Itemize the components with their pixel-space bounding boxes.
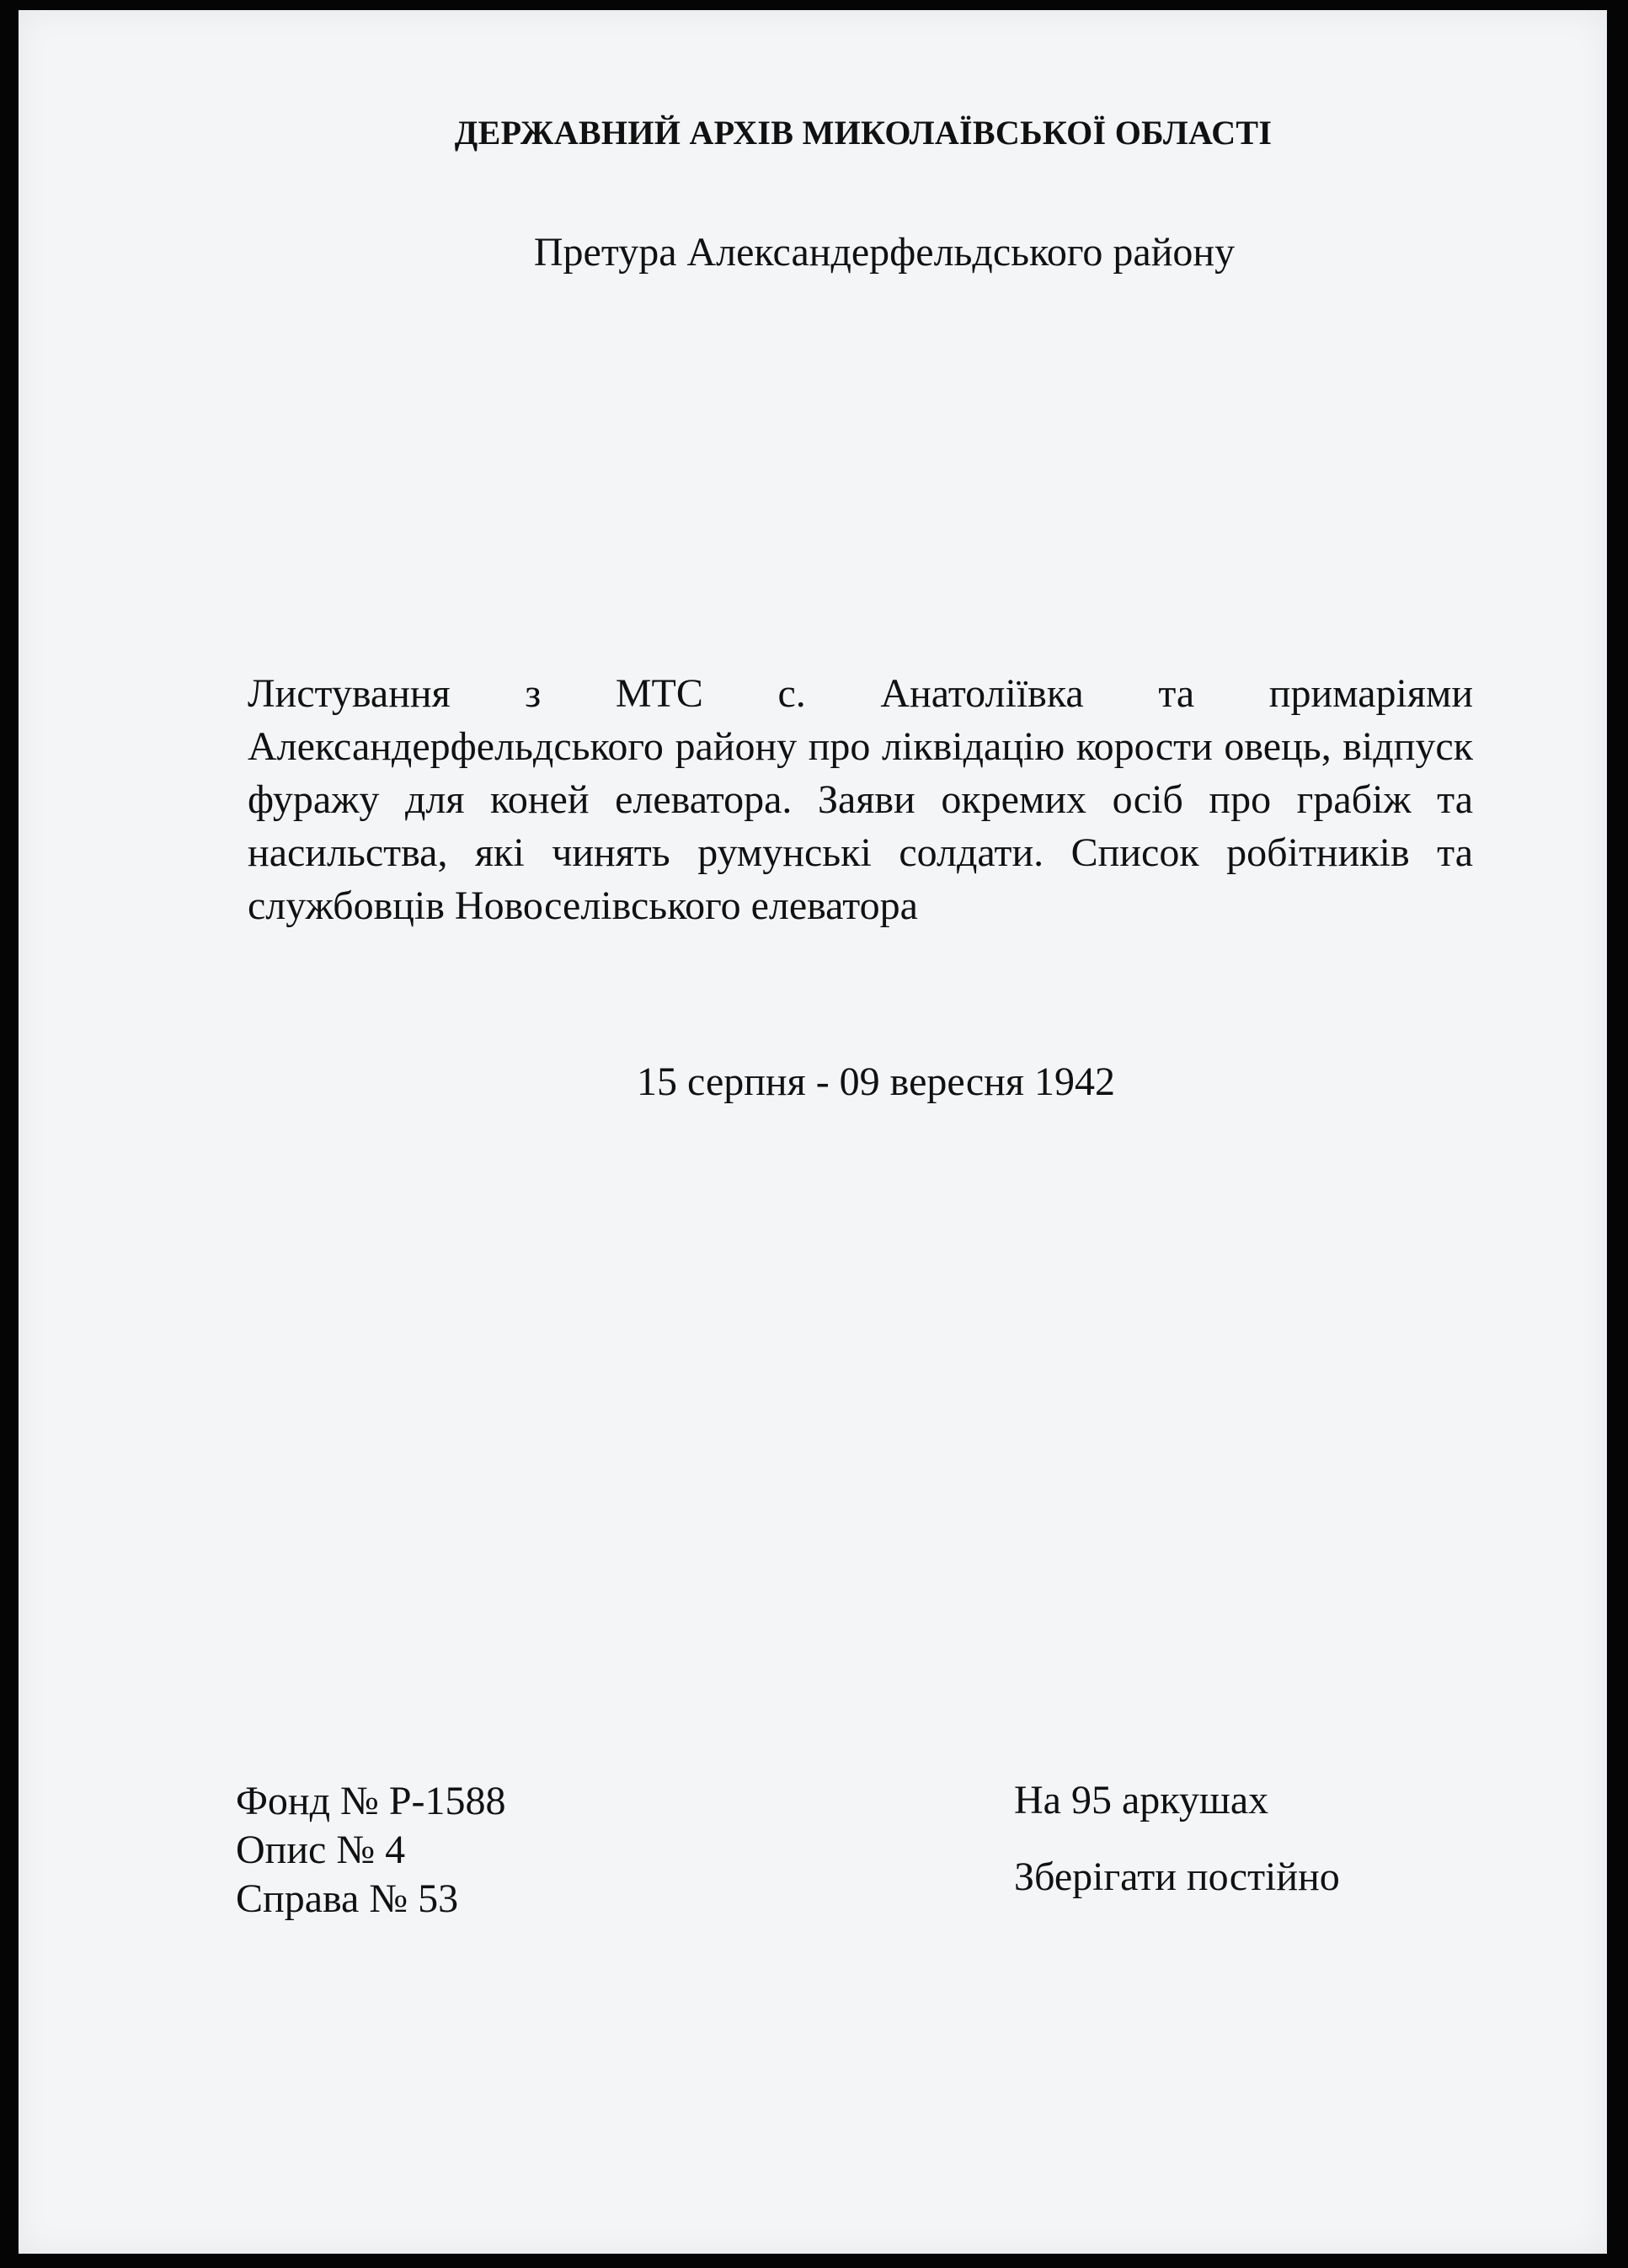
storage-block (1014, 1777, 1340, 1900)
file-number: Справа № 53 (236, 1876, 459, 1921)
date-range: 15 серпня - 09 вересня 1942 (637, 1059, 1115, 1104)
document-sheet (19, 10, 1607, 2254)
fund-number: Фонд № Р-1588 (236, 1779, 506, 1823)
archive-name: ДЕРЖАВНИЙ АРХІВ МИКОЛАЇВСЬКОЇ ОБЛАСТІ (454, 114, 1273, 152)
file-description: Листування з МТС с. Анатоліївка та примаріями Александерфельдського району про ліквідацію корости овець, відпуск фуражу для коней елеватора. Заяви окремих осіб про грабіж та насильства, які чинять румунські солдати. Список робітників та службовців Новоселівського елеватора (248, 671, 1473, 928)
reference-block (236, 1777, 506, 1924)
inventory-number: Опис № 4 (236, 1828, 406, 1872)
organization-name: Претура Александерфельдського району (533, 230, 1236, 275)
sheet-count: На 95 аркушах (1014, 1778, 1269, 1822)
retention-note: Зберігати постійно (1014, 1854, 1340, 1899)
